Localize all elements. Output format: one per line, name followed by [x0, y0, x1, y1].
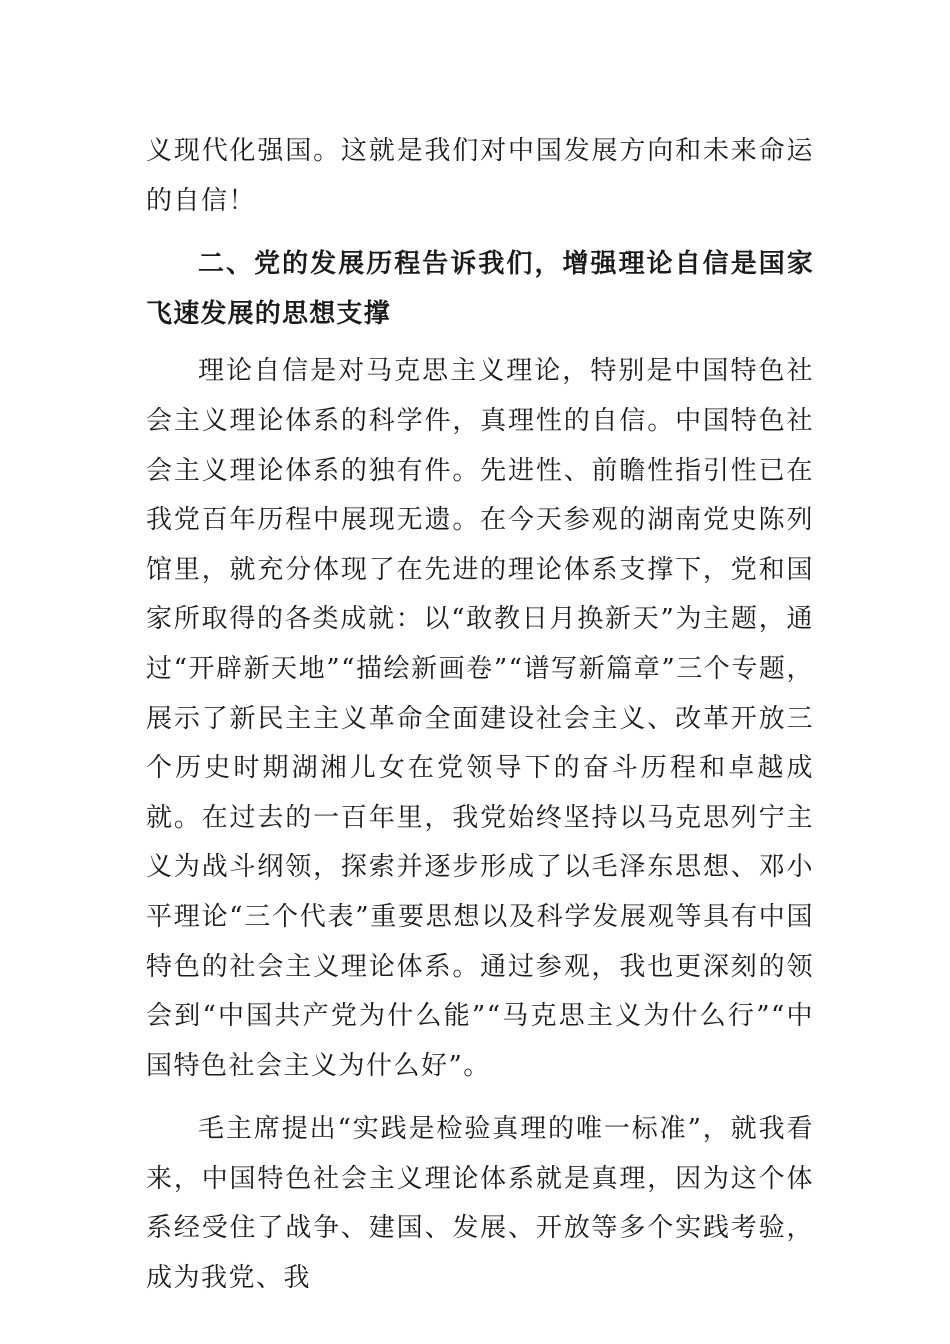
section-heading: 二、党的发展历程告诉我们，增强理论自信是国家飞速发展的思想支撑 [146, 249, 814, 329]
paragraph-practice-truth: 毛主席提出“实践是检验真理的唯一标准”，就我看来，中国特色社会主义理论体系就是真理，因为这个体系经受住了战争、建国、发展、开放等多个实践考验，成为我党、我 [146, 1114, 814, 1294]
paragraph-theory-confidence: 理论自信是对马克思主义理论，特别是中国特色社会主义理论体系的科学件，真理性的自信。中国特色社会主义理论体系的独有件。先进性、前瞻性指引性已在我党百年历程中展现无遗。在今天参观的湖南党史陈列馆里，就充分体现了在先进的理论体系支撑下，党和国家所取得的各类成就：以“敢教日月换新天”为主题，通过“开辟新天地”“描绘新画卷”“谱写新篇章”三个专题，展示了新民主主义革命全面建设社会主义、改革开放三个历史时期湖湘儿女在党领导下的奋斗历程和卓越成就。在过去的一百年里，我党始终坚持以马克思列宁主义为战斗纲领，探索并逐步形成了以毛泽东思想、邓小平理论“三个代表”重要思想以及科学发展观等具有中国特色的社会主义理论体系。通过参观，我也更深刻的领会到“中国共产党为什么能”“马克思主义为什么行”“中国特色社会主义为什么好”。 [146, 356, 814, 1081]
paragraph-continuation: 义现代化强国。这就是我们对中国发展方向和未来命运的自信！ [146, 136, 814, 216]
document-body [146, 127, 814, 1304]
